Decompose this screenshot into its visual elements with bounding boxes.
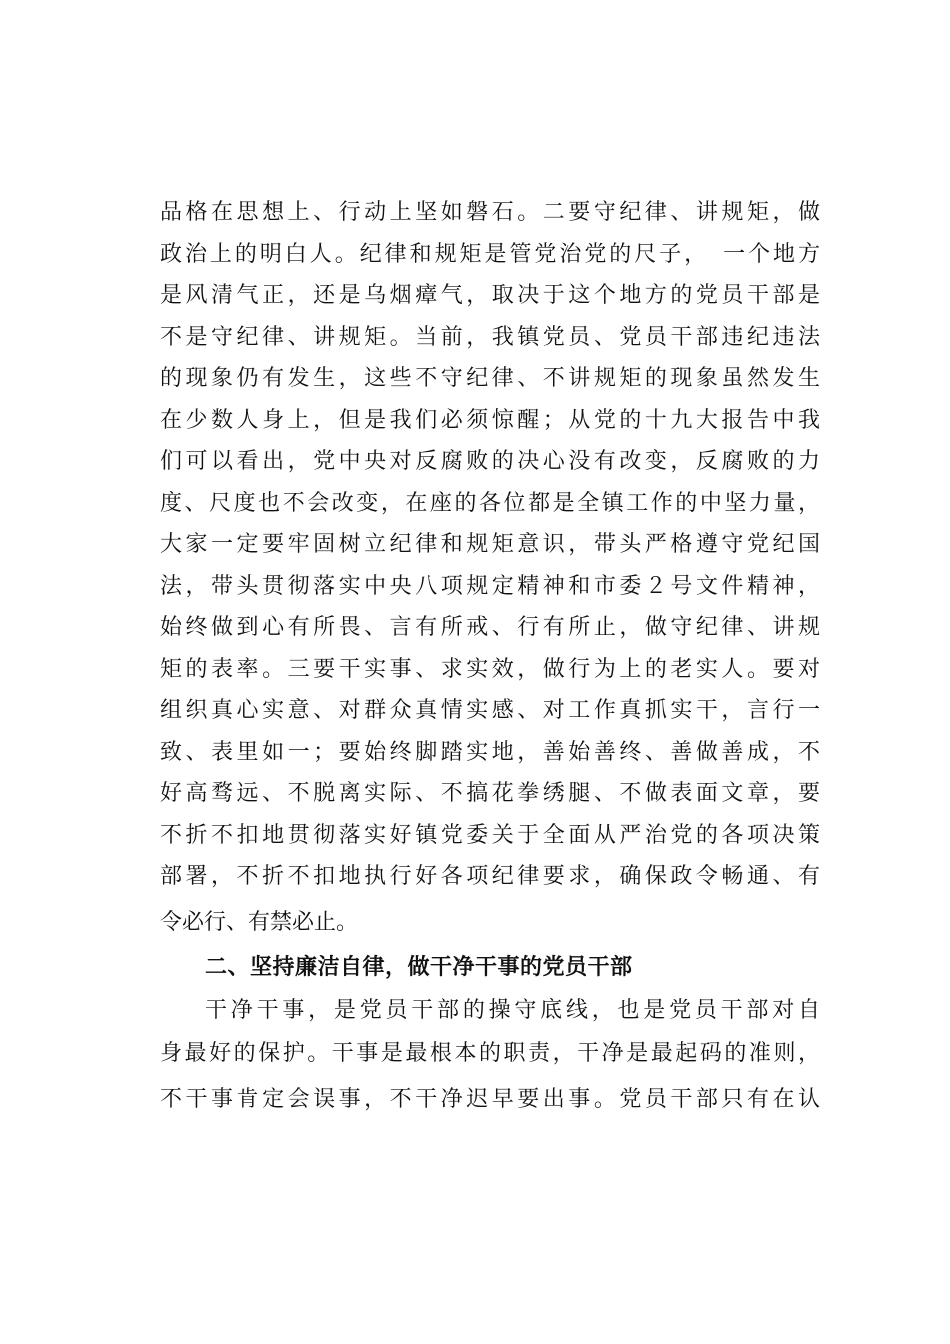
- text-line: 的现象仍有发生，这些不守纪律、不讲规矩的现象虽然发生: [160, 366, 820, 391]
- text-line: 品格在思想上、行动上坚如磐石。二要守纪律、讲规矩，做: [160, 200, 820, 225]
- text-line: 不折不扣地贯彻落实好镇党委关于全面从严治党的各项决策: [160, 823, 820, 848]
- text-line: 干净干事，是党员干部的操守底线，也是党员干部对自: [205, 998, 820, 1023]
- text-line: 政治上的明白人。纪律和规矩是管党治党的尺子， 一个地方: [160, 242, 820, 267]
- section-heading: 二、坚持廉洁自律，做干净干事的党员干部: [205, 955, 633, 980]
- text-line: 不干事肯定会误事，不干净迟早要出事。党员干部只有在认: [160, 1087, 820, 1112]
- text-line: 度、尺度也不会改变，在座的各位都是全镇工作的中坚力量，: [160, 491, 820, 516]
- text-line: 致、表里如一；要始终脚踏实地，善始善终、善做善成，不: [160, 740, 820, 765]
- text-line: 组织真心实意、对群众真情实感、对工作真抓实干，言行一: [160, 698, 820, 723]
- text-line: 部署，不折不扣地执行好各项纪律要求，确保政令畅通、有: [160, 864, 820, 889]
- text-line: 始终做到心有所畏、言有所戒、行有所止，做守纪律、讲规: [160, 615, 820, 640]
- text-line: 矩的表率。三要干实事、求实效，做行为上的老实人。要对: [160, 657, 820, 682]
- text-line: 不是守纪律、讲规矩。当前，我镇党员、党员干部违纪违法: [160, 325, 820, 350]
- text-line: 好高骛远、不脱离实际、不搞花拳绣腿、不做表面文章，要: [160, 781, 820, 806]
- text-line: 是风清气正，还是乌烟瘴气，取决于这个地方的党员干部是: [160, 283, 820, 308]
- text-line: 法，带头贯彻落实中央八项规定精神和市委２号文件精神，: [160, 574, 820, 599]
- text-line: 身最好的保护。干事是最根本的职责，干净是最起码的准则，: [160, 1041, 820, 1066]
- text-line: 们可以看出，党中央对反腐败的决心没有改变，反腐败的力: [160, 449, 820, 474]
- text-line: 令必行、有禁必止。: [160, 910, 359, 935]
- text-line: 大家一定要牢固树立纪律和规矩意识，带头严格遵守党纪国: [160, 532, 820, 557]
- text-line: 在少数人身上，但是我们必须惊醒；从党的十九大报告中我: [160, 408, 820, 433]
